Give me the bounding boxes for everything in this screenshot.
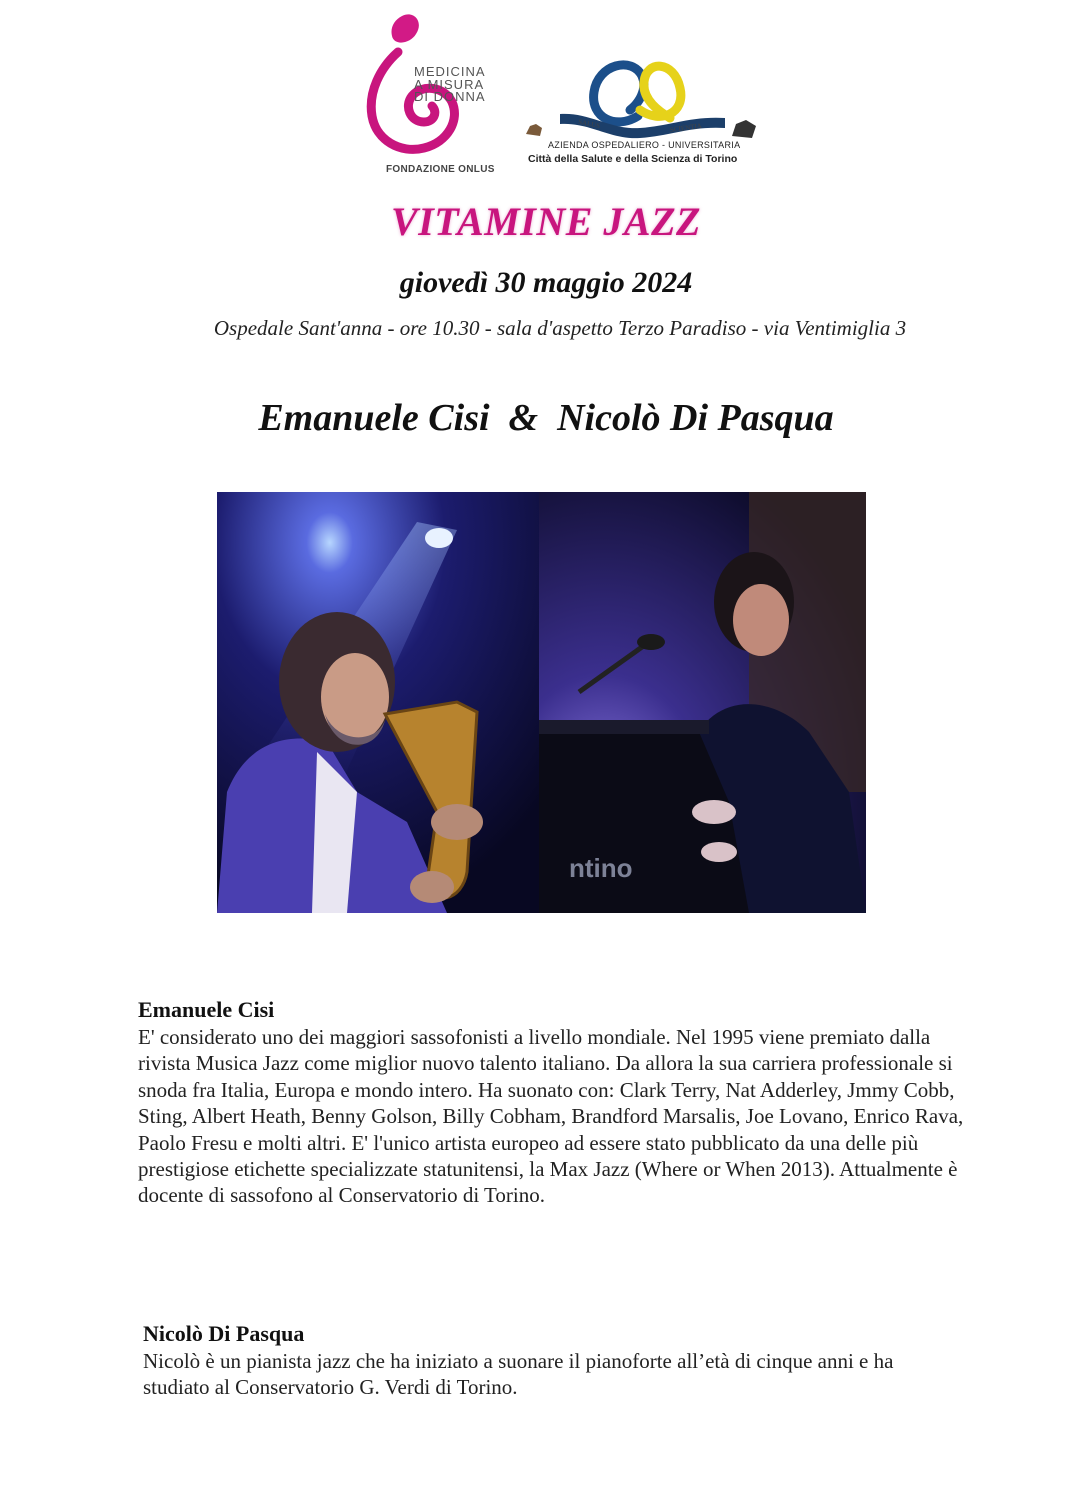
event-title: VITAMINE JAZZ bbox=[391, 199, 701, 244]
bio-text: E' considerato uno dei maggiori sassofonisti a livello mondiale. Nel 1995 viene premiato dalla rivista Musica Jazz come miglior nuovo talento italiano. Da allora la sua carriera professionale si snoda fra Italia, Europa e mondo intero. Ha suonato con: Clark Terry, Nat Adderley, Jmmy Cobb, Sting, Albert Heath, Benny Golson, Billy Cobham, Brandford Marsalis, Joe Lovano, Enrico Rava, Paolo Fresu e molti altri. E' l'unico artista europeo ad essere stato pubblicato da una delle più prestigiose etichette specializzate statunitensi, la Max Jazz (Where or When 2013). Attualmente è docente di sassofono al Conservatorio di Torino. bbox=[138, 1025, 964, 1208]
ribbon-label-right: SCIENTIA bbox=[669, 121, 703, 135]
bull-icon bbox=[732, 120, 756, 138]
citta-della-salute-logo bbox=[520, 52, 765, 177]
bio-nicolo-di-pasqua bbox=[143, 1320, 963, 1401]
saxophonist-photo bbox=[217, 492, 539, 913]
left-animal-icon bbox=[526, 124, 542, 136]
logo-left-wordmark bbox=[414, 66, 486, 104]
medicina-a-misura-di-donna-logo bbox=[350, 12, 500, 182]
pianist-photo bbox=[539, 492, 866, 913]
logo-left-line: A MISURA bbox=[414, 76, 485, 92]
logo-left-footer: FONDAZIONE ONLUS bbox=[386, 164, 495, 175]
bio-text: Nicolò è un pianista jazz che ha iniziato a suonare il pianoforte all’età di cinque anni e ha studiato al Conservatorio G. Verdi di Torino. bbox=[143, 1349, 894, 1400]
artists-photo bbox=[217, 492, 866, 913]
bio-name: Nicolò Di Pasqua bbox=[143, 1321, 305, 1346]
stage-sign-text: ntino bbox=[569, 853, 633, 883]
event-date: giovedì 30 maggio 2024 bbox=[399, 266, 693, 299]
salus-scientia-emblem-icon bbox=[520, 52, 765, 142]
event-artists: Emanuele Cisi & Nicolò Di Pasqua bbox=[258, 397, 834, 439]
logo-left-line: DI DONNA bbox=[414, 89, 486, 104]
ribbon-label-left: SALUS bbox=[577, 117, 601, 131]
logo-right-line2: Città della Salute e della Scienza di Torino bbox=[528, 153, 738, 165]
logo-left-line: MEDICINA bbox=[414, 64, 486, 79]
logo-right-line1: AZIENDA OSPEDALIERO - UNIVERSITARIA bbox=[548, 140, 741, 150]
event-venue: Ospedale Sant'anna - ore 10.30 - sala d'aspetto Terzo Paradiso - via Ventimiglia 3 bbox=[213, 316, 907, 340]
bio-emanuele-cisi bbox=[138, 996, 978, 1209]
bio-name: Emanuele Cisi bbox=[138, 997, 275, 1022]
